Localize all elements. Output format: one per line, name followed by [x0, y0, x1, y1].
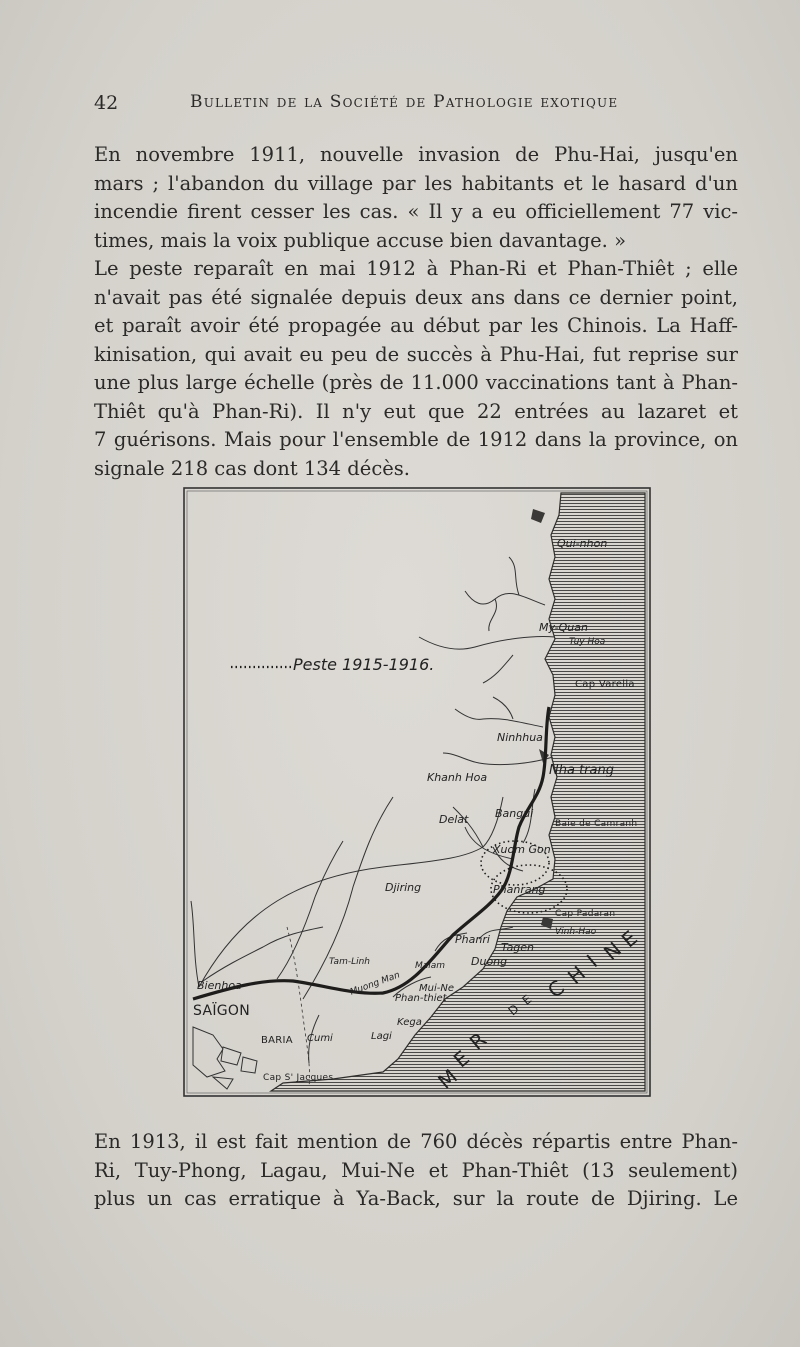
place-khanh-hoa: Khanh Hoa [427, 771, 488, 784]
place-my-quan: My-Quan [539, 621, 588, 634]
text-line: une plus large échelle (près de 11.000 vaccinations tant à Phan- [94, 371, 738, 394]
place-cumi: Cumi [307, 1033, 333, 1044]
text-line: En 1913, il est fait mention de 760 décès répartis entre Phan- [94, 1130, 738, 1153]
place-muong-man: Muong Man [348, 970, 402, 998]
place-phanrang: Phanrang [493, 883, 546, 896]
place-qui-nhon: Qui-nhon [557, 537, 608, 550]
place-kega: Kega [397, 1017, 422, 1028]
page-header [94, 92, 654, 120]
place-nha-trang: Nha trang [549, 763, 614, 778]
place-baie-camranh: Baie de Camranh [555, 819, 638, 829]
text-line: mars ; l'abandon du village par les habitants et le hasard d'un [94, 171, 738, 195]
sea-letter: I [581, 949, 602, 973]
text-line: et paraît avoir été propagée au début par les Chinois. La Haff- [94, 314, 738, 337]
text-line: En novembre 1911, nouvelle invasion de Phu-Hai, jusqu'en [94, 143, 738, 166]
text-line: Le peste reparaît en mai 1912 à Phan-Ri et Phan-Thiêt ; elle [94, 257, 738, 280]
running-title: Bulletin de la Société de Pathologie exotique [190, 92, 619, 112]
place-cap-varella: Cap Varella [575, 679, 635, 690]
place-duong: Duong [471, 955, 508, 968]
sea-letter: E [616, 925, 642, 953]
place-tuy-hoa: Tuy Hoa [569, 637, 606, 647]
sea-letter: N [599, 936, 626, 966]
text-line: Thiêt qu'à Phan-Ri). Il n'y eut que 22 entrées au lazaret et [94, 399, 738, 423]
paragraph-3 [94, 1128, 738, 1214]
place-bienhoa: Bienhoa [197, 979, 242, 992]
sea-letter: M [433, 1064, 462, 1094]
place-bangui: Bangui [495, 807, 534, 820]
place-vinh-hao: Vinh-Hao [555, 927, 597, 937]
sea-letter: C [542, 975, 570, 1003]
sea-letter: E [519, 992, 535, 1008]
place-mui-ne: Mui-Ne [419, 983, 454, 994]
place-phanri: Phanri [455, 933, 490, 946]
paragraph-2 [94, 255, 738, 483]
sea-letter: E [448, 1045, 474, 1073]
place-lagi: Lagi [371, 1031, 392, 1042]
place-phan-thiet: Phan-thiet [395, 993, 447, 1004]
text-line: signale 218 cas dont 134 décès. [94, 456, 410, 480]
place-cap-padaran: Cap Padaran [555, 909, 616, 919]
text-line: plus un cas erratique à Ya-Back, sur la route de Djiring. Le [94, 1187, 738, 1210]
sea-area [271, 493, 645, 1094]
text-line: times, mais la voix publique accuse bien davantage. » [94, 228, 627, 252]
text-line: incendie firent cesser les cas. « Il y a eu officiellement 77 vic- [94, 200, 738, 223]
place-djiring: Djiring [385, 881, 422, 894]
map-legend: Peste 1915-1916. [293, 655, 435, 674]
place-xuom-gon: Xuom Gon [493, 843, 551, 856]
map-figure [183, 487, 653, 1099]
paragraph-1 [94, 141, 738, 255]
place-baria: BARIA [261, 1035, 293, 1046]
place-tam-linh: Tam-Linh [329, 957, 371, 967]
sea-letter: D [505, 1001, 522, 1019]
text-line: kinisation, qui avait eu peu de succès à Phu-Hai, fut reprise sur [94, 342, 738, 366]
sea-letter: R [464, 1027, 491, 1055]
sea-letter: H [563, 960, 591, 990]
place-tagen: Tagen [501, 941, 535, 954]
place-cap-st-jacques: Cap S' Jacques [263, 1073, 334, 1083]
map-drawing [183, 487, 653, 1099]
place-delat: Delat [439, 813, 469, 826]
page-number: 42 [94, 92, 119, 114]
text-line: Ri, Tuy-Phong, Lagau, Mui-Ne et Phan-Thiêt (13 seulement) [94, 1158, 738, 1182]
text-line: 7 guérisons. Mais pour l'ensemble de 1912 dans la province, on [94, 428, 738, 451]
place-malam: Malam [415, 961, 446, 971]
text-line: n'avait pas été signalée depuis deux ans dans ce dernier point, [94, 285, 738, 309]
place-ninhhua: Ninhhua [497, 731, 543, 744]
place-saigon: SAÏGON [193, 1003, 250, 1019]
